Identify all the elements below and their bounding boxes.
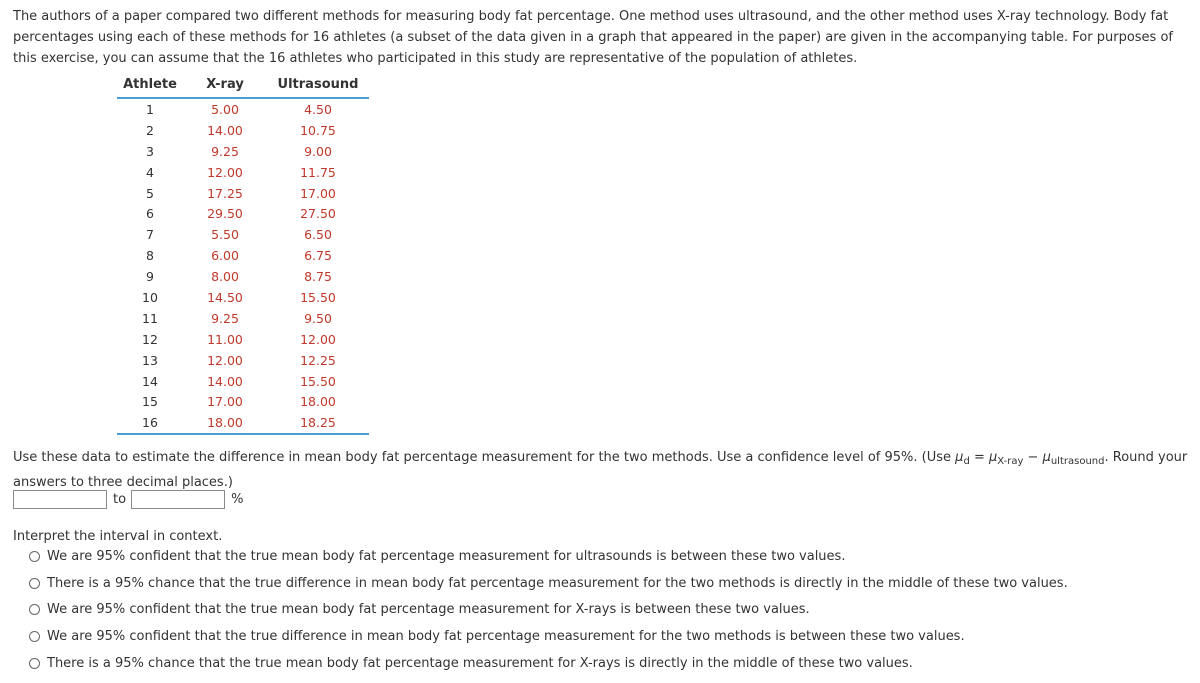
percent-unit-label: % [231,491,244,507]
xray-value-cell: 9.25 [211,143,239,159]
ultrasound-value-cell: 18.25 [267,412,369,434]
mu-sub-d: d [963,456,970,467]
ultrasound-value-cell: 6.50 [304,227,332,243]
to-label: to [113,491,127,507]
athlete-number-cell: 14 [142,373,158,389]
table-row [117,141,369,162]
athlete-number-cell: 2 [146,122,154,138]
upper-bound-input[interactable] [131,490,225,509]
interpretation-option-2[interactable] [29,576,1068,591]
radio-button-icon[interactable] [29,631,40,642]
data-table [117,74,369,435]
mu-sub-ultrasound: ultrasound [1050,456,1105,467]
xray-value-cell: 18.00 [183,412,267,434]
xray-value-cell: 12.00 [207,164,243,180]
ultrasound-value-cell: 6.75 [304,248,332,264]
ultrasound-value-cell: 17.00 [300,185,336,201]
xray-value-cell: 11.00 [207,331,243,347]
radio-button-icon[interactable] [29,578,40,589]
table-row [117,98,369,120]
question-text-before: Use these data to estimate the difference in mean body fat percentage measurement for the two methods. Use a confidence level of 95%. (Use [13,450,956,465]
ultrasound-value-cell: 15.50 [300,373,336,389]
table-row [117,203,369,224]
mu-symbol: μ [1042,450,1051,465]
interpretation-option-3[interactable] [29,602,810,617]
xray-value-cell: 29.50 [207,206,243,222]
table-row [117,308,369,329]
xray-value-cell: 14.50 [207,289,243,305]
table-row [117,329,369,350]
interpretation-option-5[interactable] [29,656,913,671]
table-row [117,371,369,392]
xray-value-cell: 5.00 [211,101,239,117]
table-row [117,266,369,287]
table-row [117,350,369,371]
xray-value-cell: 6.00 [211,248,239,264]
ultrasound-value-cell: 12.00 [300,331,336,347]
radio-button-icon[interactable] [29,551,40,562]
athlete-number-cell: 16 [117,412,183,434]
option-label: We are 95% confident that the true difference in mean body fat percentage measurement for the two methods is between these two values. [47,629,965,644]
question-text [13,447,1188,493]
problem-intro: The authors of a paper compared two different methods for measuring body fat percentage. One method uses ultrasound, and the other method uses X-ray technology. Body fat percentages using each of these methods for 16 athletes (a subset of the data given in a graph that appeared in the paper) are given in the accompanying table. For purposes of this exercise, you can assume that the 16 athletes who participated in this study are representative of the population of athletes. [13,9,1173,66]
ultrasound-value-cell: 27.50 [300,206,336,222]
col-header-ultrasound: Ultrasound [267,74,369,98]
ultrasound-value-cell: 12.25 [300,352,336,368]
table-row [117,245,369,266]
ultrasound-value-cell: 18.00 [300,394,336,410]
table-header-row [117,74,369,98]
mu-symbol: μ [988,450,998,465]
table-row [117,120,369,141]
option-label: We are 95% confident that the true mean body fat percentage measurement for X-rays is between these two values. [47,602,810,617]
radio-button-icon[interactable] [29,604,40,615]
equals-sign: = [969,450,989,465]
interpret-prompt: Interpret the interval in context. [13,529,223,544]
xray-value-cell: 8.00 [211,269,239,285]
ultrasound-value-cell: 9.00 [304,143,332,159]
athlete-number-cell: 12 [142,331,158,347]
table-row [117,224,369,245]
athlete-number-cell: 4 [146,164,154,180]
xray-value-cell: 5.50 [211,227,239,243]
col-header-athlete: Athlete [117,74,183,98]
option-label: There is a 95% chance that the true difference in mean body fat percentage measurement for the two methods is directly in the middle of these two values. [47,576,1068,591]
interval-answer-row [13,488,243,510]
interpretation-option-4[interactable] [29,629,965,644]
table-row [117,162,369,183]
athlete-number-cell: 10 [142,289,158,305]
xray-value-cell: 14.00 [207,373,243,389]
minus-sign: − [1023,450,1043,465]
athlete-number-cell: 5 [146,185,154,201]
athlete-number-cell: 3 [146,143,154,159]
athlete-number-cell: 13 [142,352,158,368]
xray-value-cell: 17.00 [207,394,243,410]
xray-value-cell: 9.25 [211,310,239,326]
athlete-number-cell: 11 [142,310,158,326]
ultrasound-value-cell: 4.50 [304,101,332,117]
athlete-number-cell: 1 [146,101,154,117]
athlete-number-cell: 6 [146,206,154,222]
col-header-xray: X-ray [183,74,267,98]
xray-value-cell: 17.25 [207,185,243,201]
ultrasound-value-cell: 10.75 [300,122,336,138]
interpretation-option-1[interactable] [29,549,845,564]
athlete-number-cell: 7 [146,227,154,243]
table-row [117,183,369,204]
xray-value-cell: 14.00 [207,122,243,138]
table-row [117,391,369,412]
option-label: There is a 95% chance that the true mean body fat percentage measurement for X-rays is directly in the middle of these two values. [47,656,913,671]
radio-button-icon[interactable] [29,658,40,669]
option-label: We are 95% confident that the true mean body fat percentage measurement for ultrasounds is between these two values. [47,549,846,564]
ultrasound-value-cell: 15.50 [300,289,336,305]
ultrasound-value-cell: 8.75 [304,269,332,285]
question-text-after: . Round your answers to three decimal places.) [13,450,1188,490]
table-body [117,98,369,434]
ultrasound-value-cell: 11.75 [300,164,336,180]
athlete-number-cell: 15 [142,394,158,410]
athlete-number-cell: 8 [146,248,154,264]
table-row [117,412,369,434]
xray-value-cell: 12.00 [207,352,243,368]
table-row [117,287,369,308]
lower-bound-input[interactable] [13,490,107,509]
athlete-number-cell: 9 [146,269,154,285]
mu-sub-xray: X-ray [997,456,1024,467]
ultrasound-value-cell: 9.50 [304,310,332,326]
mu-symbol: μ [955,450,964,465]
